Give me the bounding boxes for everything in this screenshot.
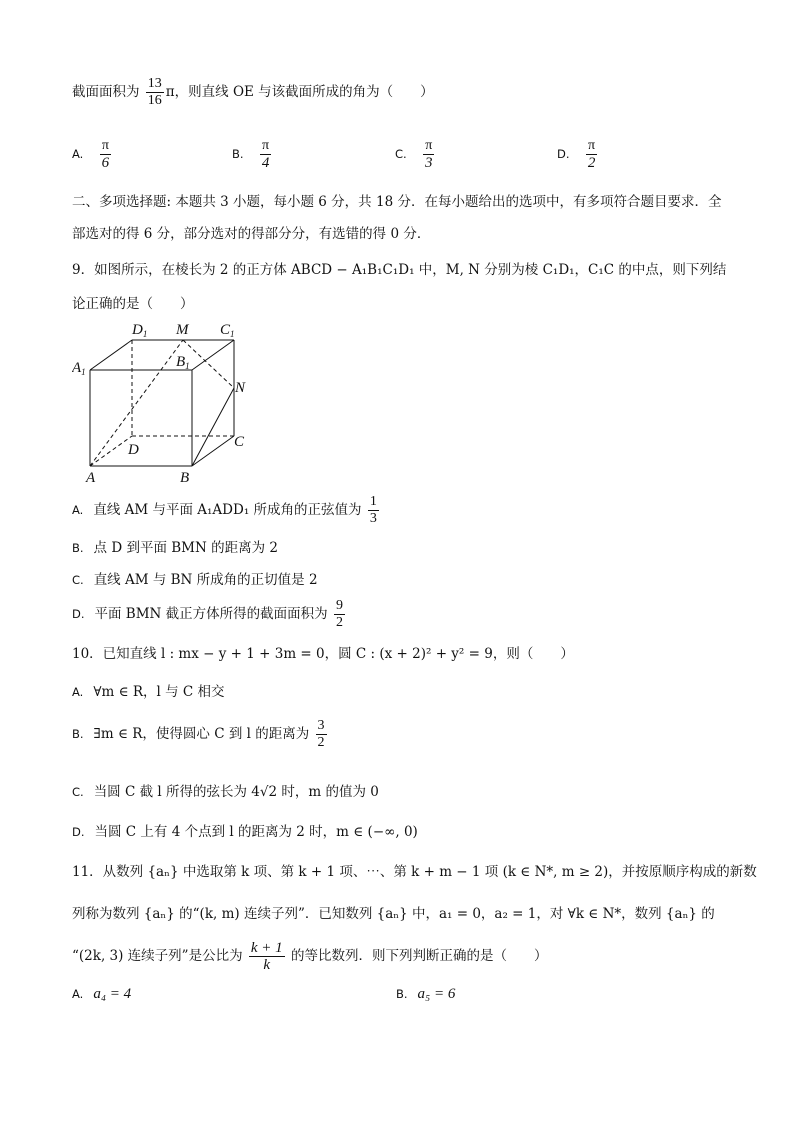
label-c: C (234, 434, 245, 450)
label-c1: $C_1$ (220, 322, 235, 339)
label-a1: $A_1$ (72, 360, 86, 377)
q11-option-a[interactable]: A. a₄ = 4 (72, 986, 132, 1002)
q8-option-d[interactable]: D. $\frac{\pi}{2}$ (557, 138, 596, 171)
q10-option-c[interactable]: C. 当圆 C 截 l 所得的弦长为 4√2 时，m 的值为 0 (72, 784, 379, 800)
q9-option-d[interactable]: D. 平面 BMN 截正方体所得的截面面积为 $\frac{9}{2}$ (72, 598, 343, 630)
q10-option-d[interactable]: D. 当圆 C 上有 4 个点到 l 的距离为 2 时，m ∈ (−∞, 0) (72, 824, 418, 840)
section-header: 二、多项选择题: 本题共 3 小题，每小题 6 分，共 18 分．在每小题给出的选项中，有多项符合题目要求．全 (72, 194, 722, 210)
q10-stem: 10．已知直线 l : mx − y + 1 + 3m = 0，圆 C : (x + 2)² + y² = 9，则（ ） (72, 646, 574, 662)
label-b: B (180, 470, 190, 486)
fraction: $\frac{13}{16}$ (147, 76, 162, 108)
q9-stem-cont: 论正确的是（ ） (72, 296, 194, 312)
label-d: D (128, 442, 139, 458)
q11-option-b[interactable]: B. a₅ = 6 (396, 986, 456, 1002)
q11-stem: 11．从数列 {aₙ} 中选取第 k 项、第 k + 1 项、⋯、第 k + m − 1 项 (k ∈ N*, m ≥ 2)，并按原顺序构成的新数 (72, 864, 757, 880)
q8-continuation: 截面面积为 $\frac{13}{16}$ π，则直线 OE 与该截面所成的角为（ ） (72, 76, 434, 108)
label-b1: $B_1$ (176, 354, 190, 371)
label-d1: $D_1$ (132, 322, 148, 339)
q11-stem-cont: 列称为数列 {aₙ} 的“(k, m) 连续子列”．已知数列 {aₙ} 中，a₁ = 0，a₂ = 1，对 ∀k ∈ N*，数列 {aₙ} 的 (72, 906, 715, 922)
q8-option-c[interactable]: C. $\frac{\pi}{3}$ (395, 138, 433, 171)
label-m: M (176, 322, 189, 338)
q9-option-c[interactable]: C. 直线 AM 与 BN 所成角的正切值是 2 (72, 572, 318, 588)
q8-option-b[interactable]: B. $\frac{\pi}{4}$ (232, 138, 270, 171)
label-n: N (235, 380, 246, 396)
q11-stem-cont2: “(2k, 3) 连续子列”是公比为 $\frac{k + 1}{k}$ 的等比数列．则下列判断正确的是（ ） (72, 940, 548, 973)
label-a: A (86, 470, 96, 486)
q10-option-b[interactable]: B. ∃m ∈ R，使得圆心 C 到 l 的距离为 $\frac{3}{2}$ (72, 718, 325, 750)
section-header-cont: 部选对的得 6 分，部分选对的得部分分，有选错的得 0 分． (72, 226, 431, 242)
q8-option-a[interactable]: A. $\frac{\pi}{6}$ (72, 138, 110, 171)
cube-figure (72, 320, 252, 490)
q10-option-a[interactable]: A. ∀m ∈ R，l 与 C 相交 (72, 684, 225, 700)
q9-stem: 9．如图所示，在棱长为 2 的正方体 ABCD − A₁B₁C₁D₁ 中，M, N 分别为棱 C₁D₁，C₁C 的中点，则下列结 (72, 262, 727, 278)
q9-option-a[interactable]: A. 直线 AM 与平面 A₁ADD₁ 所成角的正弦值为 $\frac{1}{3}$ (72, 494, 377, 526)
q9-option-b[interactable]: B. 点 D 到平面 BMN 的距离为 2 (72, 540, 278, 556)
